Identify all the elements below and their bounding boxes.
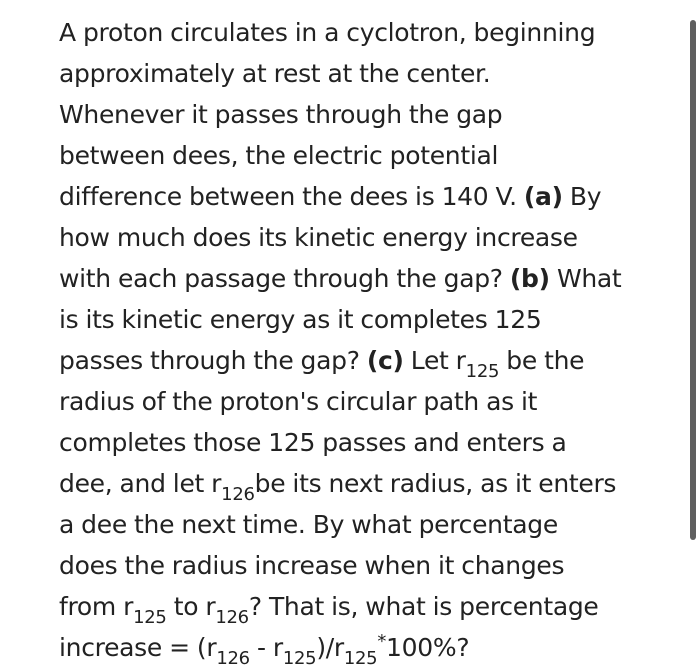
text-line <box>59 463 679 504</box>
text-line <box>59 627 679 668</box>
text-run: from r <box>59 592 134 621</box>
text-run: approximately at rest at the center. <box>59 59 491 88</box>
text-line <box>59 381 679 422</box>
r125-subscript: 125 <box>282 647 317 669</box>
text-run: be its next radius, as it enters <box>254 469 617 498</box>
text-run: ? That is, what is percentage <box>248 592 599 621</box>
text-run: how much does its kinetic energy increase <box>59 223 578 252</box>
text-line <box>59 176 679 217</box>
r125-subscript: 125 <box>465 360 500 382</box>
r125-subscript: 125 <box>133 606 167 628</box>
text-run: completes those 125 passes and enters a <box>59 428 567 457</box>
text-run: does the radius increase when it changes <box>59 551 565 580</box>
r126-subscript: 126 <box>215 606 249 628</box>
text-run: with each passage through the gap? <box>59 264 503 293</box>
text-run: increase = (r <box>59 633 217 662</box>
problem-text <box>59 12 679 668</box>
text-run: By <box>569 182 602 211</box>
text-run: be the <box>506 346 585 375</box>
r126-subscript: 126 <box>221 483 255 505</box>
text-line <box>59 53 679 94</box>
text-line <box>59 422 679 463</box>
text-run: passes through the gap? <box>59 346 360 375</box>
text-line <box>59 258 679 299</box>
vertical-scrollbar[interactable] <box>690 20 696 540</box>
part-b-marker: (b) <box>509 264 550 293</box>
text-line <box>59 340 679 381</box>
text-line <box>59 504 679 545</box>
part-a-marker: (a) <box>523 182 563 211</box>
r125-subscript: 125 <box>343 647 378 669</box>
text-run: Let r <box>410 346 466 375</box>
text-run: A proton circulates in a cyclotron, beginning <box>59 18 596 47</box>
text-run: 100%? <box>386 633 470 662</box>
text-run: dee, and let r <box>59 469 222 498</box>
text-run: is its kinetic energy as it completes 125 <box>59 305 542 334</box>
text-run: )/r <box>316 633 344 662</box>
text-line <box>59 135 679 176</box>
text-run: a dee the next time. By what percentage <box>59 510 558 539</box>
text-line <box>59 12 679 53</box>
text-run: What <box>556 264 622 293</box>
text-run: difference between the dees is 140 V. <box>59 182 517 211</box>
multiply-asterisk: * <box>377 631 387 653</box>
r126-subscript: 126 <box>216 647 250 669</box>
text-line <box>59 545 679 586</box>
text-line <box>59 94 679 135</box>
text-run: to r <box>173 592 216 621</box>
text-line <box>59 217 679 258</box>
text-run: Whenever it passes through the gap <box>59 100 503 129</box>
text-line <box>59 299 679 340</box>
text-run: - r <box>256 633 283 662</box>
part-c-marker: (c) <box>366 346 404 375</box>
text-run: between dees, the electric potential <box>59 141 499 170</box>
text-run: radius of the proton's circular path as it <box>59 387 538 416</box>
text-line <box>59 586 679 627</box>
